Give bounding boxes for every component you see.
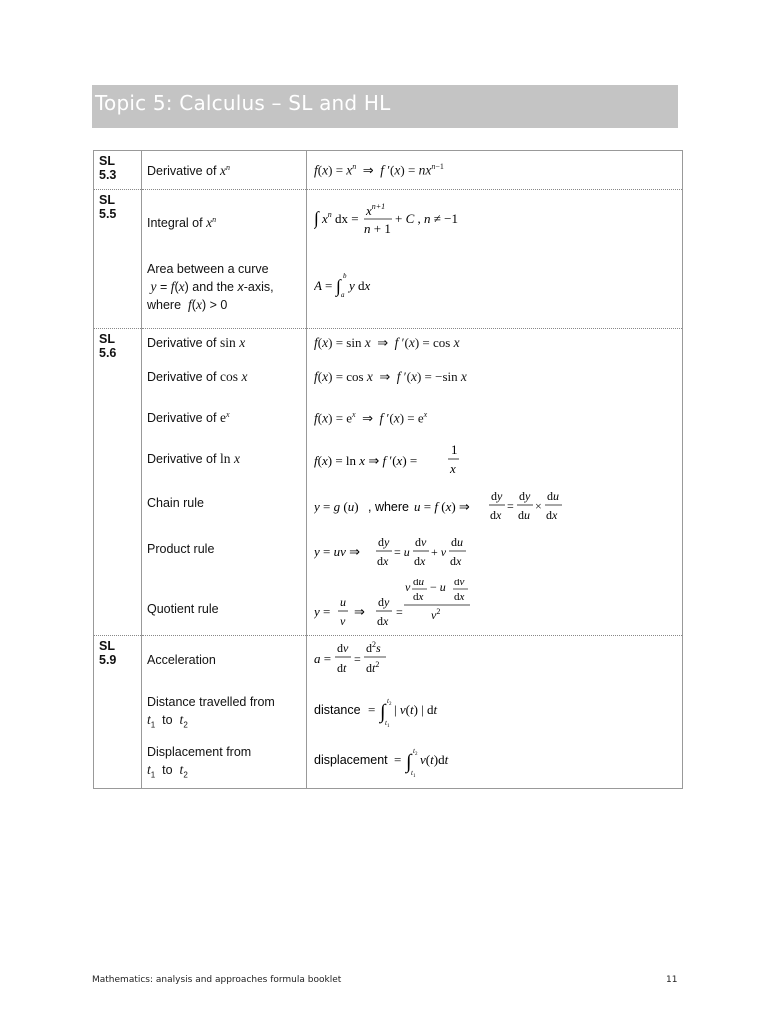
topic-label: Displacement from $t_1$ to $t_2$ bbox=[147, 745, 252, 780]
formula-cell bbox=[307, 636, 683, 789]
formula bbox=[314, 270, 394, 306]
svg-text:t2: $t_2$ bbox=[413, 747, 418, 757]
svg-text:1: 1 bbox=[451, 442, 458, 457]
svg-text:dx: dx bbox=[377, 614, 389, 628]
formula bbox=[314, 487, 574, 531]
svg-text:| v(t) | dt: | v(t) | dt bbox=[394, 702, 438, 717]
svg-text:du: du bbox=[547, 489, 559, 503]
topic-cell bbox=[142, 636, 307, 789]
topic-cell bbox=[142, 151, 307, 190]
svg-text:dx: dx bbox=[377, 554, 389, 568]
svg-text:dy: dy bbox=[378, 535, 390, 549]
svg-text:t2: $t_2$ bbox=[387, 697, 392, 707]
svg-text:y =: y = bbox=[314, 604, 331, 619]
product-rule-formula bbox=[314, 533, 484, 573]
topic-label: Chain rule bbox=[147, 496, 204, 510]
svg-text:dy: dy bbox=[378, 595, 390, 609]
topic-label: Acceleration bbox=[147, 653, 216, 667]
svg-text:⇒: ⇒ bbox=[354, 604, 365, 619]
svg-text:dx: dx bbox=[546, 508, 558, 522]
formula-cell bbox=[307, 329, 683, 636]
svg-text:y = uv ⇒: y = uv ⇒ bbox=[314, 544, 361, 559]
svg-text:dx: dx bbox=[414, 554, 426, 568]
svg-text:xn dx =: $x^n$ dx = bbox=[322, 210, 359, 226]
svg-text:v2: $v^2$ bbox=[431, 607, 441, 622]
topic-cell bbox=[142, 329, 307, 636]
svg-text:dt: dt bbox=[337, 661, 347, 675]
page-number: 11 bbox=[666, 975, 678, 985]
topic-label: Integral of $x^n$ bbox=[147, 215, 217, 231]
svg-text:dt2: $dt^2$ bbox=[366, 660, 380, 675]
svg-text:b: b bbox=[343, 272, 347, 280]
svg-text:= u: = u bbox=[394, 545, 410, 559]
topic-label: Derivative of sin x bbox=[147, 335, 246, 350]
syllabus-ref: SL 5.6 bbox=[99, 332, 117, 360]
formula-table bbox=[93, 150, 683, 789]
svg-text:, where: , where bbox=[368, 500, 409, 514]
chain-rule-formula bbox=[314, 487, 574, 527]
svg-text:dv: dv bbox=[454, 579, 465, 588]
formula bbox=[314, 442, 494, 484]
svg-text:d2s: $d^2s$ bbox=[366, 640, 381, 655]
formula: $f(x) = e^x$ ⇒ f $'(x) = e^x$ bbox=[314, 410, 428, 426]
svg-text:du: du bbox=[518, 508, 530, 522]
svg-text:dx: dx bbox=[454, 591, 465, 603]
formula-cell bbox=[307, 190, 683, 329]
svg-text:dy: dy bbox=[519, 489, 531, 503]
svg-text:dy: dy bbox=[491, 489, 503, 503]
svg-text:∫: ∫ bbox=[380, 701, 386, 723]
svg-text:displacement: displacement bbox=[314, 753, 388, 767]
topic-banner bbox=[92, 85, 678, 128]
acceleration-formula bbox=[314, 640, 414, 682]
ref-cell bbox=[94, 636, 142, 789]
ref-cell bbox=[94, 151, 142, 190]
formula bbox=[314, 202, 484, 242]
displacement-formula bbox=[314, 744, 494, 780]
svg-text:+ v: + v bbox=[431, 545, 447, 559]
formula: f(x) = sin x ⇒ f ′(x) = cos x bbox=[314, 335, 460, 350]
svg-text:distance: distance bbox=[314, 703, 361, 717]
topic-label: Derivative of $x^n$ bbox=[147, 163, 230, 179]
formula-cell bbox=[307, 151, 683, 190]
section-row bbox=[94, 636, 683, 789]
formula bbox=[314, 694, 474, 734]
svg-text:du: du bbox=[413, 579, 424, 588]
topic-label: Derivative of cos x bbox=[147, 369, 248, 384]
svg-text:=: = bbox=[368, 702, 376, 717]
section-row bbox=[94, 190, 683, 329]
integral-formula bbox=[314, 202, 484, 238]
svg-text:v(t)dt: v(t)dt bbox=[420, 752, 449, 767]
topic-label: Distance travelled from $t_1$ to $t_2$ bbox=[147, 695, 275, 730]
syllabus-ref: SL 5.3 bbox=[99, 154, 117, 182]
svg-text:− u: − u bbox=[430, 580, 446, 594]
svg-text:a =: a = bbox=[314, 651, 332, 666]
svg-text:t1: $t_1$ bbox=[411, 769, 416, 779]
page-title: Topic 5: Calculus – SL and HL bbox=[95, 91, 391, 115]
svg-text:dx: dx bbox=[450, 554, 462, 568]
ln-derivative-formula bbox=[314, 442, 494, 480]
topic-label: Product rule bbox=[147, 542, 215, 556]
formula bbox=[314, 640, 414, 686]
svg-text:u: u bbox=[340, 595, 346, 609]
svg-text:+ C , n ≠ −1: + C , n ≠ −1 bbox=[395, 211, 458, 226]
svg-text:dv: dv bbox=[337, 641, 349, 655]
svg-text:dx: dx bbox=[413, 591, 424, 603]
svg-text:n + 1: n + 1 bbox=[364, 221, 391, 236]
svg-text:t1: $t_1$ bbox=[385, 719, 390, 729]
svg-text:∫: ∫ bbox=[314, 208, 319, 228]
ref-cell bbox=[94, 190, 142, 329]
svg-text:y = g (u): y = g (u) bbox=[314, 499, 359, 514]
svg-text:A: A bbox=[314, 278, 322, 293]
svg-text:a: a bbox=[341, 291, 345, 299]
syllabus-ref: SL 5.9 bbox=[99, 639, 117, 667]
svg-text:=: = bbox=[354, 652, 361, 666]
topic-label: Derivative of ln x bbox=[147, 451, 240, 466]
formula bbox=[314, 744, 494, 784]
svg-text:y dx: y dx bbox=[349, 278, 371, 293]
section-row bbox=[94, 329, 683, 636]
distance-formula bbox=[314, 694, 474, 730]
svg-text:xn+1: $x^{n+1}$ bbox=[366, 202, 386, 218]
ref-cell bbox=[94, 329, 142, 636]
svg-text:∫: ∫ bbox=[336, 276, 341, 296]
formula bbox=[314, 533, 484, 577]
formula: $f(x) = x^n$ ⇒ f $'(x) = nx^{n-1}$ bbox=[314, 162, 444, 178]
svg-text:dx: dx bbox=[490, 508, 502, 522]
svg-text:f(x) = ln x ⇒ f ′(x) =: f(x) = ln x ⇒ f ′(x) = bbox=[314, 453, 418, 468]
section-row bbox=[94, 151, 683, 190]
quotient-rule-formula bbox=[314, 579, 484, 633]
svg-text:∫: ∫ bbox=[406, 751, 412, 773]
svg-text:u = f (x) ⇒: u = f (x) ⇒ bbox=[414, 499, 470, 514]
topic-label: Quotient rule bbox=[147, 602, 219, 616]
svg-text:×: × bbox=[535, 499, 542, 513]
svg-text:x: x bbox=[450, 461, 456, 476]
svg-text:=: = bbox=[394, 752, 402, 767]
formula bbox=[314, 579, 484, 637]
svg-text:dv: dv bbox=[415, 535, 427, 549]
topic-label: Area between a curve y = f(x) and the x-axis, where f(x) > 0 bbox=[147, 262, 274, 312]
footer-title: Mathematics: analysis and approaches formula booklet bbox=[92, 975, 342, 985]
svg-text:=: = bbox=[396, 605, 403, 619]
syllabus-ref: SL 5.5 bbox=[99, 193, 117, 221]
svg-text:v: v bbox=[405, 580, 411, 594]
svg-text:du: du bbox=[451, 535, 463, 549]
svg-text:=: = bbox=[507, 499, 514, 513]
svg-text:=: = bbox=[325, 278, 333, 293]
svg-text:v: v bbox=[340, 614, 346, 628]
topic-cell bbox=[142, 190, 307, 329]
topic-label: Derivative of $e^x$ bbox=[147, 410, 230, 426]
formula: f(x) = cos x ⇒ f ′(x) = −sin x bbox=[314, 369, 467, 384]
area-formula bbox=[314, 270, 394, 302]
